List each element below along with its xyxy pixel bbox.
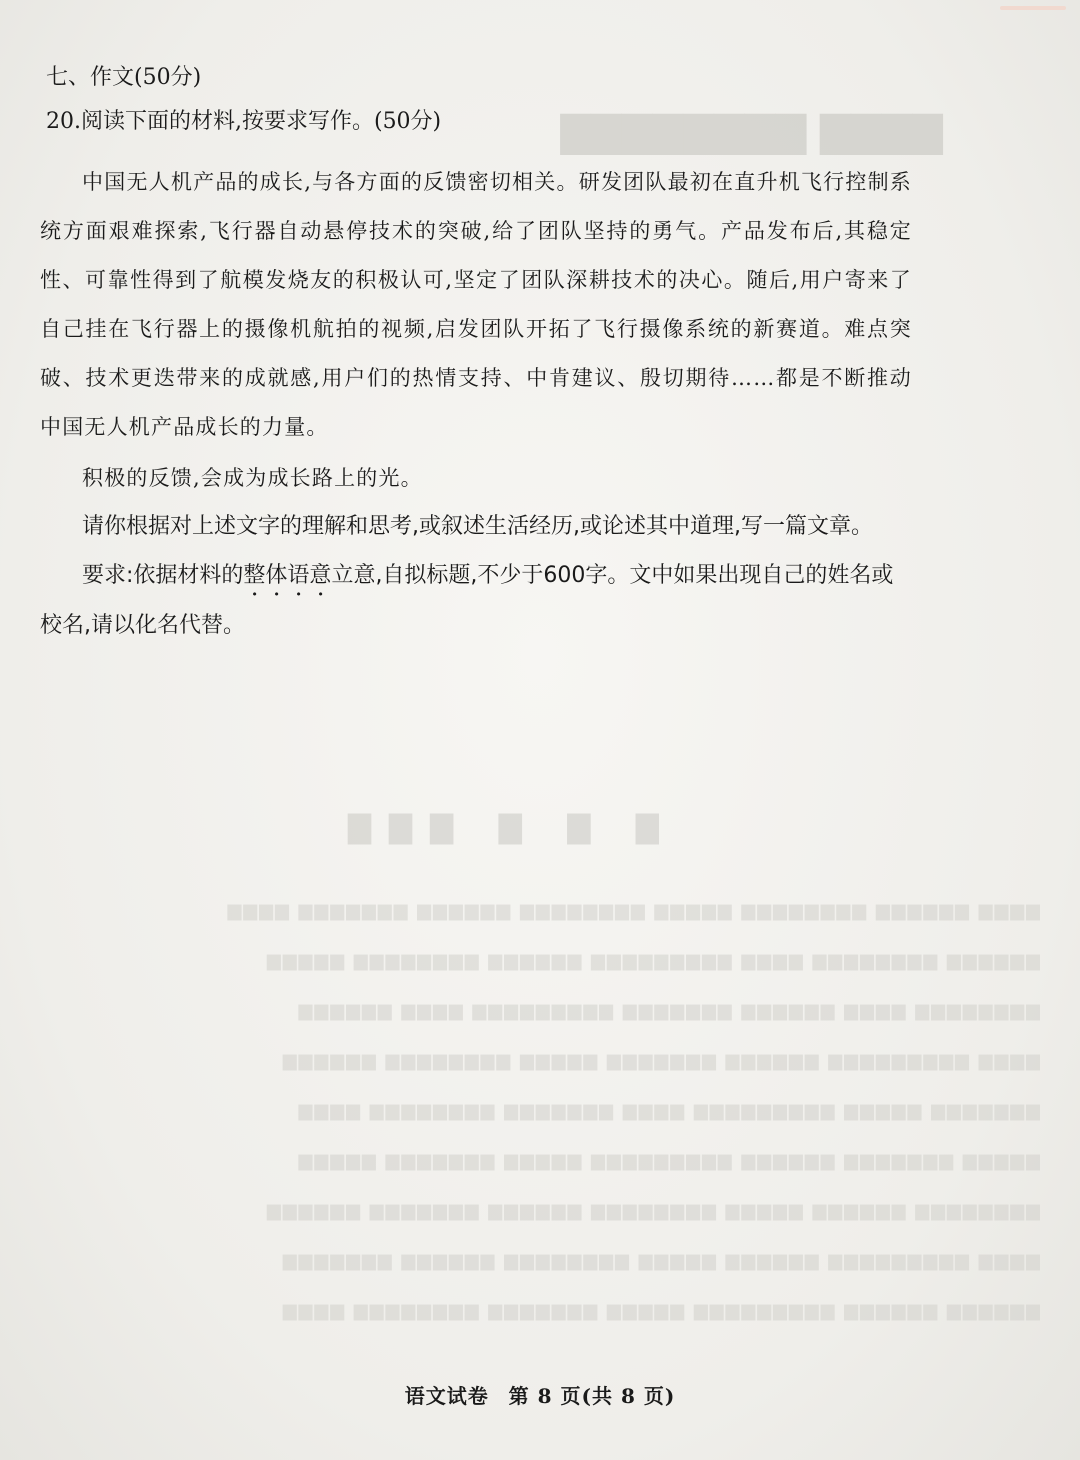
writing-prompt: 请你根据对上述文字的理解和思考,或叙述生活经历,或论述其中道理,写一篇文章。 xyxy=(82,514,873,539)
requirement-emphasis: 整体语意 xyxy=(243,563,332,588)
material-paragraph: 中国无人机产品的成长,与各方面的反馈密切相关。研发团队最初在直升机飞行控制系统方面艰难探索,飞行器自动悬停技术的突破,给了团队坚持的勇气。产品发布后,其稳定性、可靠性得到了航模发烧友的积极认可,坚定了团队深耕技术的决心。随后,用户寄来了自己挂在飞行器上的摄像机航拍的视频,启发团队开拓了飞行摄像系统的新赛道。难点突破、技术更迭带来的成就感,用户们的热情支持、中肯建议、殷切期待……都是不断推动中国无人机产品成长的力量。 xyxy=(40,170,912,439)
bleed-through-heading: ▇ ▇ ▇ ▇▇▇ xyxy=(330,810,660,845)
footer-page-number: 第 8 页(共 8 页) xyxy=(508,1384,676,1408)
bleed-through-line: ▆▆▆▆▆▆▆ ▆▆▆▆▆ ▆▆▆▆▆▆▆▆▆ ▆▆▆▆ ▆▆▆▆▆▆▆ ▆▆▆▆▆▆▆▆ ▆▆▆▆ xyxy=(296,1100,1040,1121)
section-title: 七、作文(50分) xyxy=(46,65,202,90)
question-heading: 20.阅读下面的材料,按要求写作。(50分) xyxy=(46,109,442,134)
bleed-through-line: ▆▆▆▆▆▆ ▆▆▆▆▆▆▆▆ ▆▆▆▆ ▆▆▆▆▆▆▆▆▆ ▆▆▆▆▆▆ ▆▆▆▆▆▆▆▆ ▆▆▆▆▆ xyxy=(264,950,1040,971)
exam-content xyxy=(40,60,920,651)
material-conclusion: 积极的反馈,会成为成长路上的光。 xyxy=(82,466,423,490)
writing-requirement xyxy=(40,551,912,651)
bleed-through-title: ▇▇▇▇ ▇▇▇▇▇▇▇▇ xyxy=(560,108,944,155)
requirement-prefix: 要求:依据材料的 xyxy=(82,563,244,588)
page-edge-mark xyxy=(1000,6,1066,10)
bleed-through-line: ▆▆▆▆ ▆▆▆▆▆▆▆▆▆ ▆▆▆▆▆▆ ▆▆▆▆▆▆▆ ▆▆▆▆▆ ▆▆▆▆▆▆▆▆ ▆▆▆▆▆▆ xyxy=(280,1050,1040,1071)
requirement-suffix: 立意,自拟标题,不少于600字。文中如果出现自己的姓名或校名,请以化名代替。 xyxy=(40,563,894,638)
bleed-through-line: ▆▆▆▆ ▆▆▆▆▆▆ ▆▆▆▆▆▆▆▆ ▆▆▆▆▆ ▆▆▆▆▆▆▆▆ ▆▆▆▆▆▆ ▆▆▆▆▆▆▆ ▆▆▆▆ xyxy=(225,900,1040,921)
bleed-through-line: ▆▆▆▆▆▆▆▆ ▆▆▆▆▆▆ ▆▆▆▆▆ ▆▆▆▆▆▆▆▆ ▆▆▆▆▆▆ ▆▆▆▆▆▆▆ ▆▆▆▆▆▆ xyxy=(264,1200,1040,1221)
bleed-through-line: ▆▆▆▆▆ ▆▆▆▆▆▆▆ ▆▆▆▆▆▆ ▆▆▆▆▆▆▆▆▆ ▆▆▆▆▆ ▆▆▆▆▆▆▆ ▆▆▆▆▆ xyxy=(296,1150,1040,1171)
bleed-through-line: ▆▆▆▆▆▆▆▆ ▆▆▆▆ ▆▆▆▆▆▆ ▆▆▆▆▆▆▆ ▆▆▆▆▆▆▆▆▆ ▆▆▆▆ ▆▆▆▆▆▆ xyxy=(296,1000,1040,1021)
page-footer xyxy=(0,1380,1080,1409)
bleed-through-line: ▆▆▆▆▆▆ ▆▆▆▆▆▆ ▆▆▆▆▆▆▆▆▆ ▆▆▆▆▆ ▆▆▆▆▆▆▆ ▆▆▆▆▆▆▆▆ ▆▆▆▆ xyxy=(280,1300,1040,1321)
bleed-through-line: ▆▆▆▆ ▆▆▆▆▆▆▆▆▆ ▆▆▆▆▆▆ ▆▆▆▆▆ ▆▆▆▆▆▆▆▆ ▆▆▆▆▆▆ ▆▆▆▆▆▆▆ xyxy=(280,1250,1040,1271)
footer-subject: 语文试卷 xyxy=(404,1384,489,1408)
